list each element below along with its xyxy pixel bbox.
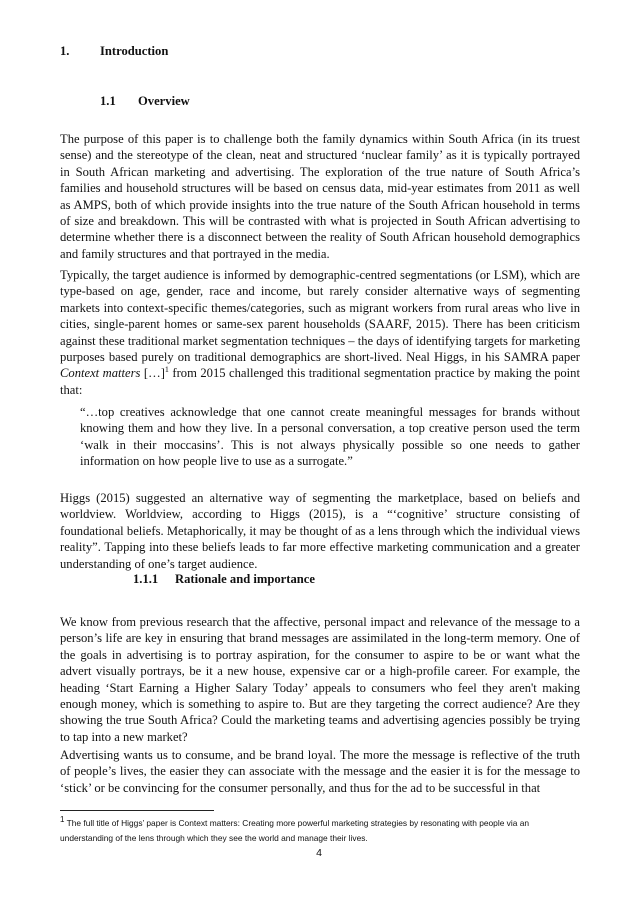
footnote-text: The full title of Higgs’ paper is Context matters: Creating more powerful marketing strategies by resonating with people via an understanding of the lens through which they see the world and manage their lives.	[60, 818, 530, 843]
paragraph-advertising: Advertising wants us to consume, and be brand loyal. The more the message is reflective of the truth of people’s lives, the easier they can associate with the message and the easier it is for the message to ‘stick’ or be convincing for the consumer personally, and thus for the ad to be successful in that	[60, 748, 580, 795]
section-number: 1.	[60, 44, 70, 58]
footnote-divider	[60, 810, 214, 811]
section-heading	[60, 44, 168, 59]
paper-title-italic: Context matters	[60, 366, 141, 381]
footnote	[60, 816, 580, 846]
paragraph-text: […]	[140, 366, 165, 381]
subsection-title: Overview	[138, 94, 190, 108]
paragraph-target-audience	[60, 267, 580, 398]
paragraph-purpose: The purpose of this paper is to challenge both the family dynamics within South Africa (in its truest sense) and the stereotype of the clean, neat and structured ‘nuclear family’ as it is typically portrayed in South African marketing and advertising. The exploration of the true nature of South Africa’s families and household structures will be based on census data, mid-year estimates from 2011 as well as AMPS, both of which provide insights into the true nature of the South African household in terms of size and breakdown. This will be contrasted with what is projected in South African advertising to determine whether there is a disconnect between the reality of South African household demographics and family structures and that portrayed in the media.	[60, 132, 580, 261]
footnote-marker: 1	[60, 815, 65, 825]
section-title: Introduction	[100, 44, 169, 58]
subsubsection-title: Rationale and importance	[175, 572, 315, 586]
block-quote: “…top creatives acknowledge that one cannot create meaningful messages for brands without knowing them and how they live. In a personal conversation, a top creative person used the term ‘walk in their moccasins’. This is not always physically possible so one needs to gather information on how people live to use as a surrogate.”	[80, 405, 580, 469]
page-number: 4	[316, 847, 322, 859]
subsection-number: 1.1	[100, 94, 116, 108]
subsection-heading	[100, 94, 190, 109]
paragraph-text: from 2015 challenged this traditional segmentation practice by making the point that:	[60, 366, 580, 397]
paragraph-text: Typically, the target audience is informed by demographic-centred segmentations (or LSM), which are type-based on age, gender, race and income, but rarely consider alternative ways of segmenting markets into context-specific themes/categories, such as migrant workers from rural areas who live in cities, single-parent homes or same-sex parent households (SAARF, 2015). There has been criticism against these traditional market segmentation techniques – the days of identifying targets for marketing purposes based purely on traditional demographics are short-lived. Neal Higgs, in his SAMRA paper	[60, 268, 580, 365]
subsubsection-heading	[133, 572, 315, 587]
footnote-reference: 1	[164, 365, 169, 375]
subsubsection-number: 1.1.1	[133, 572, 159, 586]
paragraph-previous-research: We know from previous research that the affective, personal impact and relevance of the message to a person’s life are key in ensuring that brand messages are assimilated in the long-term memory. One of the goals in advertising is to portray aspiration, for the consumer to aspire to be or want what the advert visually portrays, be it a new house, expensive car or a high-profile career. For example, the heading ‘Start Earning a Higher Salary Today’ appeals to consumers who feel they aren't making enough money, which is something to aspire to. But are they targeting the correct audience? Are they showing the true South Africa? Could the marketing teams and advertising agencies possibly be trying to tap into a new market?	[60, 615, 580, 744]
paragraph-worldview: Higgs (2015) suggested an alternative way of segmenting the marketplace, based on beliefs and worldview. Worldview, according to Higgs (2015), is a “‘cognitive’ structure consisting of foundational beliefs. Metaphorically, it may be thought of as a lens through which the individual views reality”. Tapping into these beliefs leads to far more effective marketing communication and a greater understanding of one’s target audience.	[60, 491, 580, 571]
